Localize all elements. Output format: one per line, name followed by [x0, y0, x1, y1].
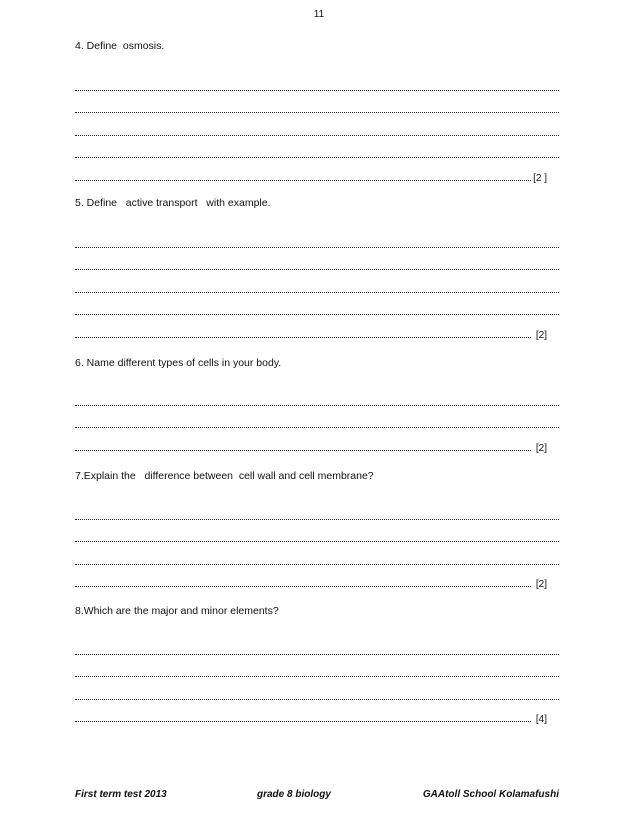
- answer-area: [75, 387, 559, 455]
- answer-line: [75, 387, 559, 410]
- question-5: [75, 196, 559, 342]
- marks-label: [4]: [535, 714, 547, 725]
- answer-line: [75, 117, 559, 140]
- question-7: [75, 469, 559, 591]
- answer-line: [75, 659, 559, 682]
- marks-label: [2]: [535, 329, 547, 341]
- answer-area: [75, 229, 559, 342]
- page-footer: [75, 789, 559, 803]
- answer-area: [75, 636, 559, 726]
- question-text: 6. Name different types of cells in your body.: [75, 357, 282, 369]
- answer-area: [75, 501, 559, 591]
- answer-line: [75, 524, 559, 547]
- marks-label: [2 ]: [533, 172, 547, 184]
- answer-line: [75, 252, 559, 275]
- answer-line: [75, 229, 559, 252]
- answer-line: [75, 546, 559, 569]
- answer-area: [75, 72, 559, 185]
- question-text: 8.Which are the major and minor elements?: [75, 605, 279, 617]
- marks-label: [2]: [535, 442, 547, 454]
- question-4: [75, 39, 559, 185]
- answer-line: [75, 95, 559, 118]
- question-text: 4. Define osmosis.: [75, 40, 165, 52]
- answer-line: [75, 72, 559, 95]
- page-number: 11: [313, 9, 325, 20]
- answer-line: [75, 501, 559, 524]
- answer-line: [75, 681, 559, 704]
- answer-line: [75, 319, 559, 342]
- answer-line: [75, 636, 559, 659]
- answer-line: [75, 297, 559, 320]
- answer-line: [75, 140, 559, 163]
- answer-line: [75, 274, 559, 297]
- question-text: 7.Explain the difference between cell wall and cell membrane?: [75, 470, 374, 482]
- question-6: [75, 356, 559, 455]
- answer-line: [75, 704, 559, 727]
- footer-test-name: First term test 2013: [75, 789, 167, 800]
- answer-line: [75, 569, 559, 592]
- question-8: [75, 604, 559, 726]
- marks-label: [2]: [535, 579, 547, 590]
- footer-school: GAAtoll School Kolamafushi: [422, 789, 559, 800]
- answer-line: [75, 410, 559, 433]
- answer-line: [75, 162, 559, 185]
- footer-subject: grade 8 biology: [257, 789, 331, 800]
- question-text: 5. Define active transport with example.: [75, 197, 271, 209]
- answer-line: [75, 432, 559, 455]
